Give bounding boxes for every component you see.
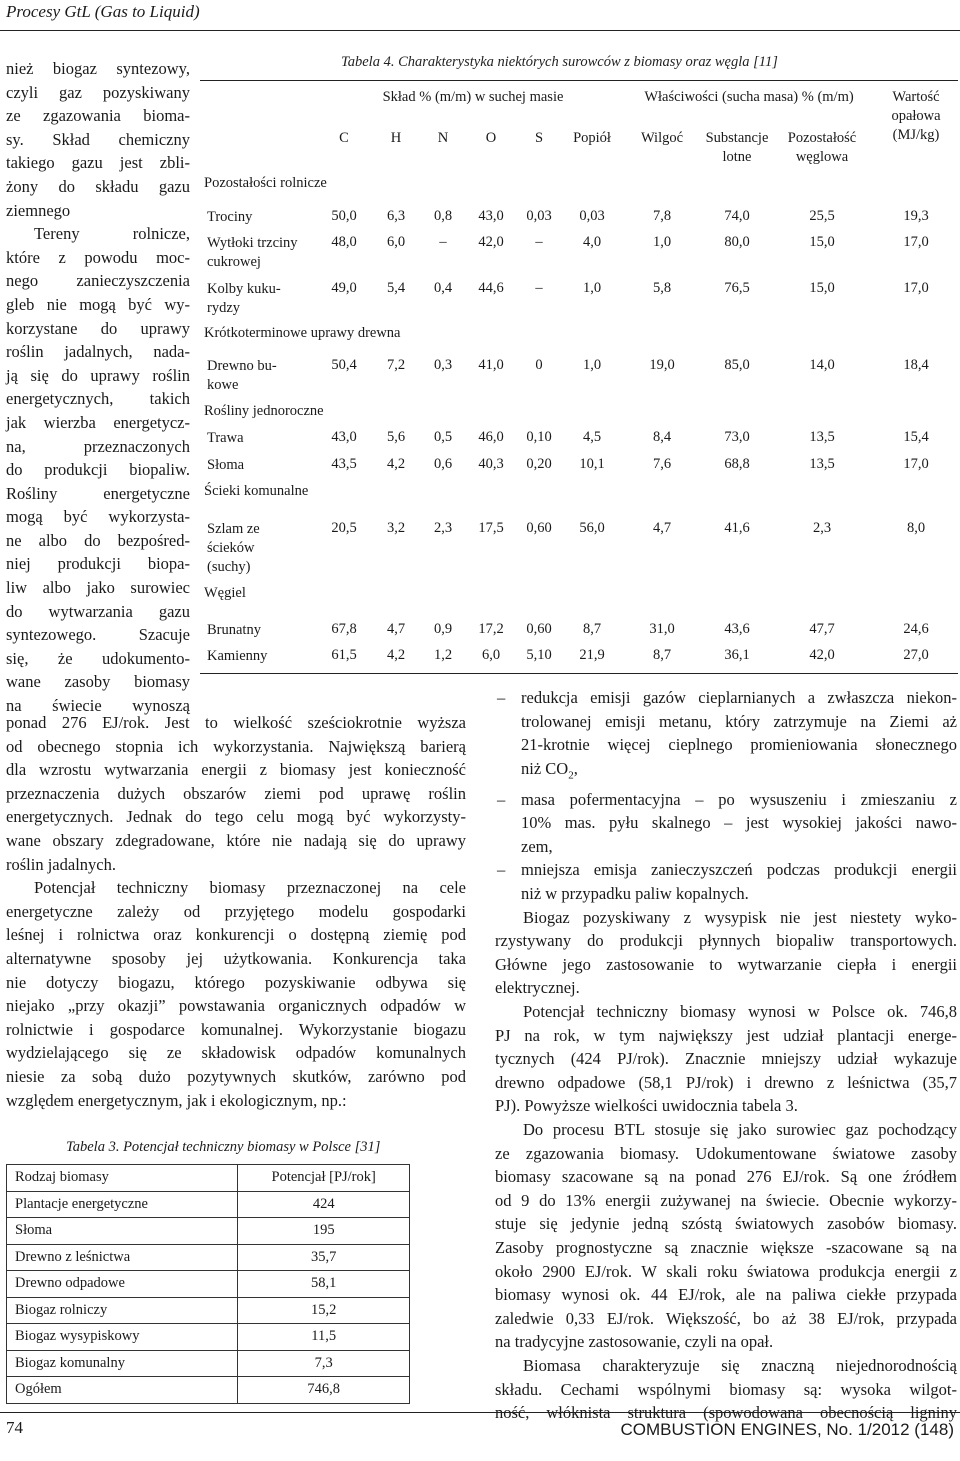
table4-cell: 19,3 xyxy=(903,208,929,224)
text-line: wane obszary zdegradowane, które nie nadają się do uprawy xyxy=(6,830,466,850)
text-fragment: niż CO xyxy=(521,758,569,778)
table-header-row xyxy=(7,1165,410,1192)
table-cell: Ogółem xyxy=(7,1377,238,1404)
text-line: ją się do uprawy roślin xyxy=(6,365,190,385)
table4-row-label: Trawa xyxy=(207,430,244,446)
table4-cell: 21,9 xyxy=(579,647,605,663)
table4-cell: 19,0 xyxy=(649,357,675,373)
text-line xyxy=(521,757,957,788)
table4-cell: 61,5 xyxy=(331,647,357,663)
text-line: Potencjał techniczny biomasy wynosi w Polsce ok. 746,8 xyxy=(523,1002,957,1022)
text-line: ność, włóknista struktura (spowodowana obecnością ligniny xyxy=(495,1403,957,1423)
table4-cell: 80,0 xyxy=(724,234,750,250)
table3-caption: Tabela 3. Potencjał techniczny biomasy w Polsce [31] xyxy=(66,1139,381,1155)
text-line: na, przeznaczonych xyxy=(6,436,190,456)
table4-cell: 5,8 xyxy=(652,280,672,296)
text-line: roślin jadalnych, nada- xyxy=(6,342,190,362)
table4-cell: – xyxy=(535,280,543,296)
table4-row-label xyxy=(207,234,298,272)
table-header-cell: Potencjał [PJ/rok] xyxy=(238,1165,410,1192)
text-line: Zasoby prognostyczne są znacznie większe -szacowane są na xyxy=(495,1237,957,1257)
text-line: Biogaz pozyskiwany z wysypisk nie jest niestety wyko- xyxy=(523,907,957,927)
text-line: masa pofermentacyjna – po wysuszeniu i zmieszaniu z xyxy=(521,789,957,809)
text-line: nie dotyczy biogazu, którego pozyskiwanie odbywa się xyxy=(6,972,466,992)
text-line: tycznych (424 PJ/rok). Znacznie mniejszy udział wykazuje xyxy=(495,1049,957,1069)
table-cell: 195 xyxy=(238,1218,410,1245)
text-line: mogą być wykorzysta- xyxy=(6,507,190,527)
text-line: biomasy wynosi ok. 44 EJ/rok, ale na paliwa ciekłe przypada xyxy=(495,1285,957,1305)
table4-group-header xyxy=(878,88,954,145)
table4-cell: 0,03 xyxy=(579,208,605,224)
table4-cell: 0,3 xyxy=(433,357,453,373)
table4-cell: 8,7 xyxy=(582,621,602,637)
table4-cell: 13,5 xyxy=(809,456,835,472)
table4-cell: 41,6 xyxy=(724,520,750,536)
right-column xyxy=(495,686,957,1425)
text-line: mniejsza emisja zanieczyszczeń podczas produkcji energii xyxy=(521,860,957,880)
page-number: 74 xyxy=(6,1418,23,1437)
text-line: Główne jego zastosowanie to wytwarzanie ciepła i energii xyxy=(495,954,957,974)
text-line: drewno odpadowe (58,1 PJ/rok) i drewno z leśnictwa (35,7 xyxy=(495,1072,957,1092)
table4-cell: 43,5 xyxy=(331,456,357,472)
table4-cell: 25,5 xyxy=(809,208,835,224)
table4-cell: 0,20 xyxy=(526,456,552,472)
table-cell: 35,7 xyxy=(238,1244,410,1271)
table4-cell: 0,6 xyxy=(433,456,453,472)
table4-cell: 50,0 xyxy=(331,208,357,224)
left-narrow-column xyxy=(6,57,190,718)
table4-cell: 42,0 xyxy=(809,647,835,663)
table4-column-header xyxy=(780,129,864,167)
table-cell: 58,1 xyxy=(238,1271,410,1298)
table4-cell: 20,5 xyxy=(331,520,357,536)
table4-column-header: H xyxy=(390,130,402,146)
table4-row-label: Brunatny xyxy=(207,622,261,638)
text-line: liw albo jako surowiec xyxy=(6,578,190,598)
label-line: rydzy xyxy=(207,300,241,316)
table4-cell: 0,60 xyxy=(526,520,552,536)
table4-cell: 50,4 xyxy=(331,357,357,373)
table4-cell: 1,0 xyxy=(582,357,602,373)
table4-cell: 1,2 xyxy=(433,647,453,663)
table4-cell: 85,0 xyxy=(724,357,750,373)
table4-column-header: C xyxy=(339,130,349,146)
table4-cell: 3,2 xyxy=(386,520,406,536)
text-line: niż w przypadku paliw kopalnych. xyxy=(521,884,749,904)
running-header: Procesy GtL (Gas to Liquid) xyxy=(6,2,200,21)
text-line: względem energetycznym, jak i ekologicznym, np.: xyxy=(6,1090,347,1110)
label-line: Szlam ze xyxy=(207,521,260,537)
table4-cell: 27,0 xyxy=(903,647,929,663)
label-line: Drewno bu- xyxy=(207,358,277,374)
text-line: syntezowego. Szacuje xyxy=(6,625,190,645)
table4-cell: 1,0 xyxy=(652,234,672,250)
table4-cell: 17,0 xyxy=(903,234,929,250)
table4-cell: 47,7 xyxy=(809,621,835,637)
text-line: 10% mas. pyłu skalnego – jest wysokiej jakości nawo- xyxy=(521,813,957,833)
table4-cell: 6,3 xyxy=(386,208,406,224)
table4-column-header xyxy=(697,129,777,167)
table4-cell: 48,0 xyxy=(331,234,357,250)
table4-row-label: Trociny xyxy=(207,209,253,225)
table-cell: Biogaz komunalny xyxy=(7,1350,238,1377)
text-line: jak wierzba energetycz- xyxy=(6,412,190,432)
text-line: które z powodu moc- xyxy=(6,247,190,267)
table4-cell: 5,4 xyxy=(386,280,406,296)
table4-row-label xyxy=(207,280,281,318)
table4-caption: Tabela 4. Charakterystyka niektórych surowców z biomasy oraz węgla [11] xyxy=(341,54,778,70)
table-cell: 7,3 xyxy=(238,1350,410,1377)
text-line: energetyczne zależy od przyjętego modelu gospodarki xyxy=(6,901,466,921)
table4-cell: 17,0 xyxy=(903,280,929,296)
text-line: energetycznych. Jednak do tego celu mogą być wykorzysty- xyxy=(6,807,466,827)
table-cell: 424 xyxy=(238,1191,410,1218)
table4-section-label: Pozostałości rolnicze xyxy=(204,175,327,191)
table4-cell: 73,0 xyxy=(724,429,750,445)
text-line: na tradycyjne zastosowanie, czyli na opał. xyxy=(495,1332,774,1352)
table4-top-rule xyxy=(200,80,958,81)
table4-cell: 5,6 xyxy=(386,429,406,445)
text-line: od obecnego stopnia ich wykorzystania. Największą barierą xyxy=(6,736,466,756)
text-line: stuje się jedynie jedną szóstą światowych zasobów biomasy. xyxy=(495,1214,957,1234)
table-row xyxy=(7,1324,410,1351)
text-line: rolnictwie i gospodarce komunalnej. Wykorzystanie biogazu xyxy=(6,1019,466,1039)
table4-cell: 46,0 xyxy=(478,429,504,445)
text-line: niejako „przy okazji” powstawania organicznych odpadów w xyxy=(6,996,466,1016)
table4-cell: 49,0 xyxy=(331,280,357,296)
table4-section-label: Węgiel xyxy=(204,585,246,601)
table4-cell: 8,4 xyxy=(652,429,672,445)
table-row xyxy=(7,1271,410,1298)
table4-cell: 14,0 xyxy=(809,357,835,373)
table4-cell: – xyxy=(535,234,543,250)
header-line: Pozostałość xyxy=(787,130,857,146)
table4-cell: 4,0 xyxy=(582,234,602,250)
text-line: Rośliny energetyczne xyxy=(6,483,190,503)
text-line: roślin jadalnych. xyxy=(6,854,116,874)
text-line: rzystywany do produkcji płynnych biopaliw transportowych. xyxy=(495,931,957,951)
table4-column-header: O xyxy=(485,130,497,146)
table4-cell: 4,7 xyxy=(386,621,406,637)
table4-cell: 42,0 xyxy=(478,234,504,250)
table3 xyxy=(6,1164,410,1404)
text-line: dla wzrostu wytwarzania energii z biomasy jest konieczność xyxy=(6,760,466,780)
table4-cell: 18,4 xyxy=(903,357,929,373)
table4-cell: 4,5 xyxy=(582,429,602,445)
table4-cell: 41,0 xyxy=(478,357,504,373)
text-line: czyli gaz pozyskiwany xyxy=(6,82,190,102)
dash-marker: – xyxy=(497,688,506,707)
table-cell: 15,2 xyxy=(238,1297,410,1324)
table4-cell: 0,9 xyxy=(433,621,453,637)
footer-rule xyxy=(0,1412,960,1413)
text-line: wane zasoby biomasy xyxy=(6,672,190,692)
bullet-item xyxy=(495,788,957,859)
table4-cell: 15,0 xyxy=(809,280,835,296)
dash-marker: – xyxy=(497,860,506,880)
label-line: ścieków xyxy=(207,540,255,556)
table4-cell: 43,0 xyxy=(478,208,504,224)
table4-cell: 10,1 xyxy=(579,456,605,472)
table4-cell: 17,2 xyxy=(478,621,504,637)
table4-cell: 68,8 xyxy=(724,456,750,472)
table-cell: Biogaz rolniczy xyxy=(7,1297,238,1324)
table-header-cell: Rodzaj biomasy xyxy=(7,1165,238,1192)
text-line: się, że udokumento- xyxy=(6,648,190,668)
table-cell: Drewno odpadowe xyxy=(7,1271,238,1298)
table4-column-header: S xyxy=(534,130,544,146)
header-rule xyxy=(0,30,960,31)
table4-cell: – xyxy=(439,234,447,250)
text-line: sy. Skład chemiczny xyxy=(6,129,190,149)
text-line: ne albo do bezpośred- xyxy=(6,530,190,550)
text-line: gleb nie mogą być wy- xyxy=(6,294,190,314)
table4-cell: 1,0 xyxy=(582,280,602,296)
table4-cell: 7,6 xyxy=(652,456,672,472)
table-cell: Słoma xyxy=(7,1218,238,1245)
table4-section-label: Ścieki komunalne xyxy=(204,483,309,499)
text-line: nież biogaz syntezowy, xyxy=(6,59,190,78)
table4-cell: 17,5 xyxy=(478,520,504,536)
table4-column-header: Popiół xyxy=(573,130,611,146)
table-cell: 11,5 xyxy=(238,1324,410,1351)
table4-cell: 0 xyxy=(535,357,543,373)
text-line: niej produkcji biopa- xyxy=(6,554,190,574)
table4-cell: 17,0 xyxy=(903,456,929,472)
text-line: biomasy szacowane są na ponad 276 EJ/rok. Są one źródłem xyxy=(495,1167,957,1187)
table4-cell: 6,0 xyxy=(386,234,406,250)
header-line: opałowa xyxy=(891,108,941,124)
table4-cell: 5,10 xyxy=(526,647,552,663)
text-line: PJ na rok, w tym największy jest udział plantacji energe- xyxy=(495,1025,957,1045)
table-cell: Drewno z leśnictwa xyxy=(7,1244,238,1271)
table4-cell: 4,7 xyxy=(652,520,672,536)
table4-cell: 0,03 xyxy=(526,208,552,224)
table-cell: Biogaz wysypiskowy xyxy=(7,1324,238,1351)
text-line: PJ). Powyższe wielkości uwidocznia tabela 3. xyxy=(495,1096,798,1116)
table4-cell: 2,3 xyxy=(433,520,453,536)
table-cell: 746,8 xyxy=(238,1377,410,1404)
text-line: niesie za sobą dużo pozytywnych skutków, zarówno pod xyxy=(6,1066,466,1086)
text-line: energetycznych, takich xyxy=(6,389,190,409)
text-line: składu. Cechami wspólnymi biomasy są: wysoka wilgot- xyxy=(495,1379,957,1399)
label-line: (suchy) xyxy=(207,559,251,575)
bullet-item xyxy=(495,686,957,788)
table4-cell: 2,3 xyxy=(812,520,832,536)
table4-row-label xyxy=(207,520,260,577)
text-line: leśnej i rolnictwa oraz konkurencji o dostępną ziemię pod xyxy=(6,925,466,945)
text-line: Potencjał techniczny biomasy przeznaczonej na cele xyxy=(34,878,466,898)
table4-cell: 8,0 xyxy=(906,520,926,536)
table4-cell: 31,0 xyxy=(649,621,675,637)
text-line: trolowanej emisji metanu, który zatrzymuje na Ziemi aż xyxy=(521,711,957,731)
table4-section-label: Krótkoterminowe uprawy drewna xyxy=(204,325,401,341)
table4-row-label: Kamienny xyxy=(207,648,268,664)
text-line: ponad 276 EJ/rok. Jest to wielkość sześciokrotnie wyższa xyxy=(6,713,466,732)
table-row xyxy=(7,1191,410,1218)
table4-column-header: Wilgoć xyxy=(640,130,684,146)
text-line: do wytwarzania gazu xyxy=(6,601,190,621)
table4-group-header: Skład % (m/m) w suchej masie xyxy=(382,89,564,105)
journal-footer: COMBUSTION ENGINES, No. 1/2012 (148) xyxy=(620,1420,954,1439)
table4-cell: 15,0 xyxy=(809,234,835,250)
left-wide-column xyxy=(6,711,466,1112)
table4-cell: 4,2 xyxy=(386,647,406,663)
dash-marker: – xyxy=(497,789,506,809)
label-line: cukrowej xyxy=(207,254,261,270)
bullet-item xyxy=(495,858,957,905)
table4-cell: 4,2 xyxy=(386,456,406,472)
table-cell: Plantacje energetyczne xyxy=(7,1191,238,1218)
table4-cell: 8,7 xyxy=(652,647,672,663)
table4-cell: 44,6 xyxy=(478,280,504,296)
table4-cell: 56,0 xyxy=(579,520,605,536)
table4-cell: 43,0 xyxy=(331,429,357,445)
table4-group-header: Właściwości (sucha masa) % (m/m) xyxy=(644,89,854,105)
header-line: węglowa xyxy=(795,149,849,165)
text-line: zaledwie 0,33 EJ/rok. Większość, bo aż 38 EJ/rok, przypada xyxy=(495,1308,957,1328)
table-row xyxy=(7,1244,410,1271)
text-line: na świecie wynoszą xyxy=(6,696,190,716)
header-line: Substancje xyxy=(705,130,769,146)
text-line: 21-krotnie więcej cieplnego promieniowania słonecznego xyxy=(521,735,957,755)
table4-cell: 0,4 xyxy=(433,280,453,296)
table4-cell: 36,1 xyxy=(724,647,750,663)
paragraph xyxy=(495,1000,957,1118)
table4-cell: 0,8 xyxy=(433,208,453,224)
text-line: około 2900 EJ/rok. W skali roku światowa produkcja energii z xyxy=(495,1261,957,1281)
text-line: redukcja emisji gazów cieplarnianych a zwłaszcza niekon- xyxy=(521,688,957,707)
table-row xyxy=(7,1350,410,1377)
table4-column-header: N xyxy=(437,130,449,146)
text-line: Do procesu BTL stosuje się jako surowiec gaz pochodzący xyxy=(523,1119,957,1139)
text-line: ze zgazowania bioma- xyxy=(6,106,190,126)
paragraph xyxy=(495,1118,957,1354)
table-row xyxy=(7,1218,410,1245)
text-line: Biomasa charakteryzuje się znaczną niejednorodnością xyxy=(523,1355,957,1375)
table4-section-label: Rośliny jednoroczne xyxy=(204,403,324,419)
table4-row-label xyxy=(207,357,277,395)
table4-cell: 24,6 xyxy=(903,621,929,637)
text-line: żony do składu gazu xyxy=(6,176,190,196)
text-line: wydzielającego się ze składowisk odpadów komunalnych xyxy=(6,1043,466,1063)
header-line: Wartość xyxy=(892,89,940,105)
header-line: (MJ/kg) xyxy=(892,127,940,143)
table4-cell: 6,0 xyxy=(481,647,501,663)
text-fragment: , xyxy=(573,758,578,778)
text-line: alternatywne sposoby jej użytkowania. Konkurencja taka xyxy=(6,948,466,968)
text-line: elektrycznej. xyxy=(495,978,580,998)
table4-cell: 74,0 xyxy=(724,208,750,224)
text-line: do produkcji biopaliw. xyxy=(6,460,190,480)
table4-cell: 76,5 xyxy=(724,280,750,296)
text-line: od 9 do 13% energii zużywanej na świecie. Obecnie wykorzy- xyxy=(495,1190,957,1210)
table4-cell: 40,3 xyxy=(478,456,504,472)
table-row xyxy=(7,1377,410,1404)
table4-cell: 0,5 xyxy=(433,429,453,445)
paragraph xyxy=(495,906,957,1000)
table4-cell: 67,8 xyxy=(331,621,357,637)
table4-row-label: Słoma xyxy=(207,457,245,473)
text-line: takiego gazu jest zbli- xyxy=(6,153,190,173)
table4-cell: 7,2 xyxy=(386,357,406,373)
label-line: Wytłoki trzciny xyxy=(207,235,298,251)
text-line: nego zanieczyszczenia xyxy=(6,271,190,291)
text-line: przeznaczenia dużych obszarów ziemi pod uprawę roślin xyxy=(6,783,466,803)
label-line: Kolby kuku- xyxy=(207,281,281,297)
table4-cell: 43,6 xyxy=(724,621,750,637)
text-line: ze zgazowania biomasy. Udokumentowane światowe zasoby xyxy=(495,1143,957,1163)
paragraph xyxy=(495,1354,957,1425)
text-line: ziemnego xyxy=(6,200,71,220)
table4-cell: 13,5 xyxy=(809,429,835,445)
label-line: kowe xyxy=(207,377,239,393)
table4-cell: 0,10 xyxy=(526,429,552,445)
text-line: zem, xyxy=(521,836,553,856)
table4-cell: 0,60 xyxy=(526,621,552,637)
table4-cell: 15,4 xyxy=(903,429,929,445)
table4-cell: 7,8 xyxy=(652,208,672,224)
header-line: lotne xyxy=(722,149,752,165)
text-line: korzystane do uprawy xyxy=(6,318,190,338)
table4-bottom-rule xyxy=(200,673,958,674)
table-row xyxy=(7,1297,410,1324)
subscript: 2 xyxy=(568,769,574,782)
text-line: Tereny rolnicze, xyxy=(34,224,190,244)
